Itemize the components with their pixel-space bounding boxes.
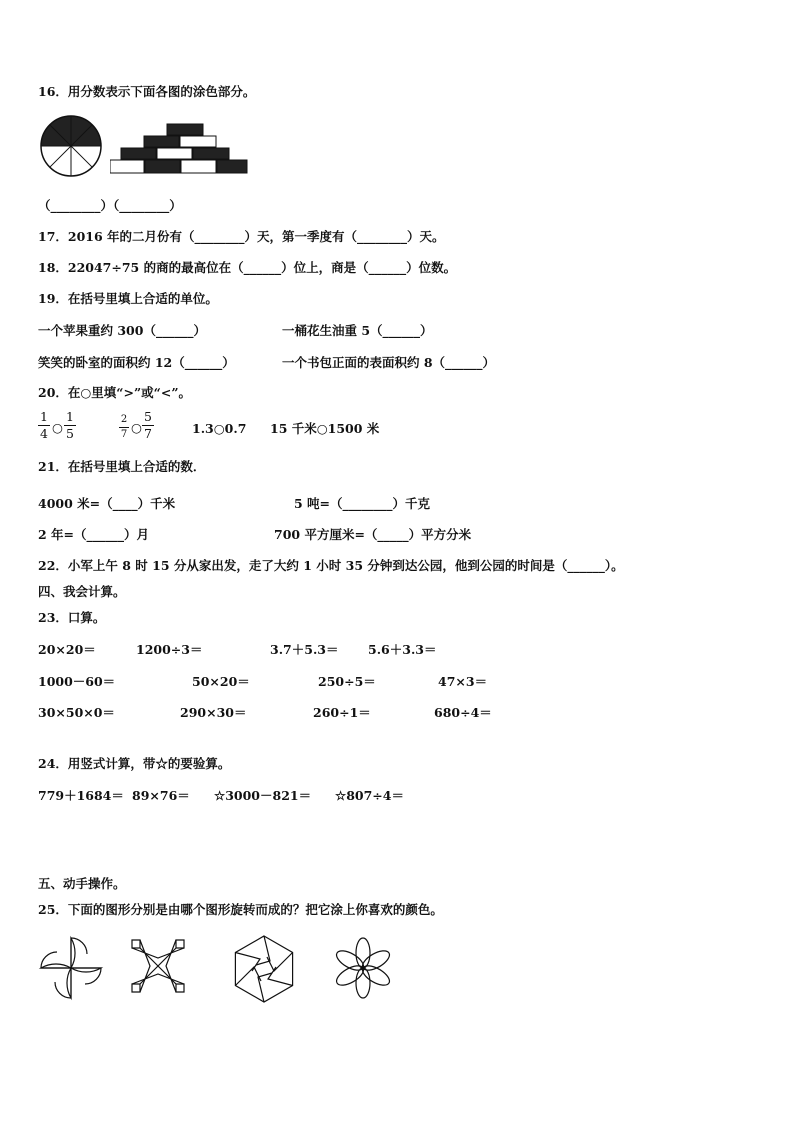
q21-item-1: 4000 米=（____）千米 [38,496,176,511]
compare-circle-2: ○ [131,420,142,435]
flower-figure [330,935,396,1001]
q21-text: 21．在括号里填上合适的数． [38,459,206,474]
q23-r3-c2: 290×30＝ [180,705,247,720]
q22-text: 22．小军上午 8 时 15 分从家出发，走了大约 1 小时 35 分钟到达公园，他到公园的时间是（______）。 [38,558,624,573]
q19-item-4: 一个书包正面的表面积约 8（______） [282,355,496,370]
x-arrows-figure [130,938,186,994]
q24-item-3: ☆3000－821＝ [214,788,312,803]
q23-r2-c2: 50×20＝ [192,674,250,689]
q24-text: 24．用竖式计算，带☆的要验算。 [38,756,231,771]
q16-text: 16．用分数表示下面各图的涂色部分。 [38,84,256,99]
q19-item-2: 一桶花生油重 5（______） [282,323,433,338]
q24-item-1: 779＋1684＝ [38,788,124,803]
q20-item-4: 15 千米○1500 米 [270,421,380,436]
q21-item-4: 700 平方厘米=（_____）平方分米 [274,527,472,542]
q23-r1-c3: 3.7＋5.3＝ [270,642,339,657]
q23-r2-c4: 47×3＝ [438,674,488,689]
fraction-5-7: 5 7 [142,410,154,441]
q23-r1-c2: 1200÷3＝ [136,642,203,657]
q23-r3-c3: 260÷1＝ [313,705,371,720]
fraction-1-5: 1 5 [64,410,76,441]
q23-r3-c4: 680÷4＝ [434,705,492,720]
q17-text: 17．2016 年的二月份有（________）天，第一季度有（________）天。 [38,229,445,244]
q19-item-3: 笑笑的卧室的面积约 12（______） [38,355,235,370]
compare-circle-1: ○ [52,420,63,435]
q18-text: 18．22047÷75 的商的最高位在（______）位上，商是（______）位数。 [38,260,457,275]
q19-text: 19．在括号里填上合适的单位。 [38,291,218,306]
q23-text: 23．口算。 [38,610,106,625]
q16-answer-blanks: （________）（________） [38,198,182,213]
q23-r1-c1: 20×20＝ [38,642,96,657]
q24-item-4: ☆807÷4＝ [335,788,404,803]
q20-item-3: 1.3○0.7 [192,421,247,436]
q19-item-1: 一个苹果重约 300（______） [38,323,206,338]
brick-wall-figure [110,122,248,178]
q21-item-3: 2 年=（______）月 [38,527,150,542]
fraction-circle-figure [38,112,104,180]
section-5-heading: 五、动手操作。 [38,876,126,891]
q23-r2-c3: 250÷5＝ [318,674,376,689]
q20-text: 20．在○里填“>”或“<”。 [38,385,192,400]
pinwheel-figure [38,935,104,1001]
fraction-2-7: 2 7 [120,414,128,440]
q23-r1-c4: 5.6＋3.3＝ [368,642,437,657]
section-4-heading: 四、我会计算。 [38,584,126,599]
q23-r3-c1: 30×50×0＝ [38,705,115,720]
hexagon-spiral-figure [228,933,300,1005]
q21-item-2: 5 吨=（________）千克 [294,496,431,511]
fraction-1-4: 1 4 [38,410,50,441]
q23-r2-c1: 1000－60＝ [38,674,116,689]
q24-item-2: 89×76＝ [132,788,190,803]
q25-text: 25．下面的图形分别是由哪个图形旋转而成的？把它涂上你喜欢的颜色。 [38,902,443,917]
